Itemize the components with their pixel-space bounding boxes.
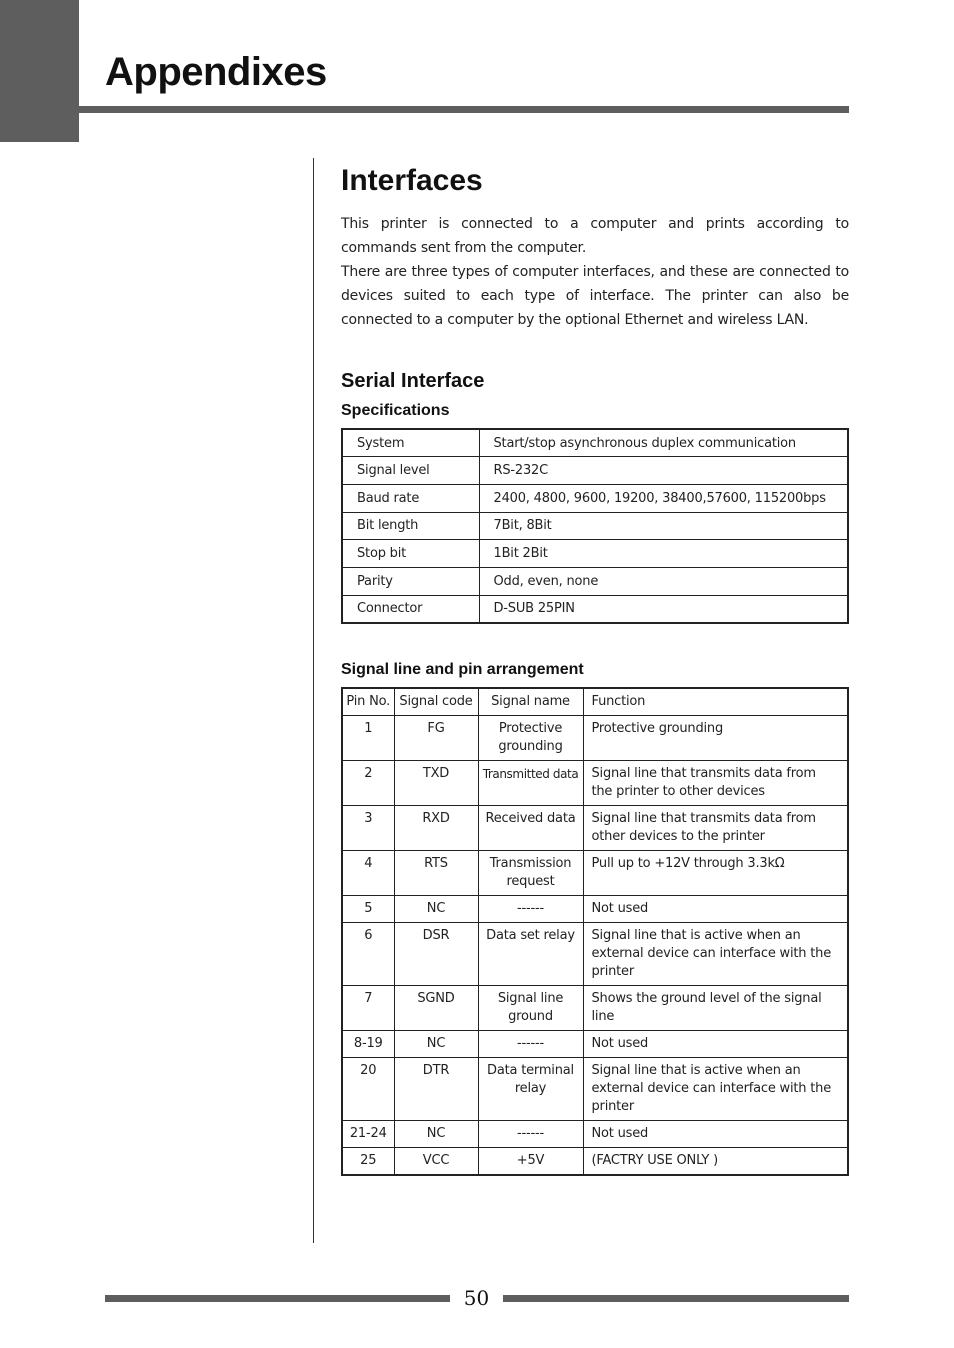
pin-number-cell: 6 xyxy=(342,922,394,985)
table-row xyxy=(342,850,848,895)
signal-code-cell: FG xyxy=(394,715,478,760)
spec-label-cell: Parity xyxy=(342,567,479,595)
signal-code-cell: VCC xyxy=(394,1147,478,1175)
footer-rule-left xyxy=(105,1295,450,1302)
column-header-pin-no: Pin No. xyxy=(342,688,394,716)
signal-code-cell: DTR xyxy=(394,1057,478,1120)
table-row xyxy=(342,715,848,760)
signal-code-cell: DSR xyxy=(394,922,478,985)
function-cell: Not used xyxy=(583,895,848,922)
function-cell: Not used xyxy=(583,1030,848,1057)
corner-tab-block xyxy=(0,0,79,142)
spec-value-cell: 1Bit 2Bit xyxy=(479,540,848,568)
column-header-signal-name: Signal name xyxy=(478,688,583,716)
subsection-title: Serial Interface xyxy=(341,370,485,392)
signal-name-cell: Transmitted data xyxy=(478,760,583,805)
signal-name-cell: Protective grounding xyxy=(478,715,583,760)
signal-code-cell: NC xyxy=(394,1120,478,1147)
signal-name-cell: Received data xyxy=(478,805,583,850)
footer-rule-right xyxy=(503,1295,849,1302)
pin-number-cell: 21-24 xyxy=(342,1120,394,1147)
table-row xyxy=(342,429,848,457)
signal-code-cell: RTS xyxy=(394,850,478,895)
spec-label-cell: Stop bit xyxy=(342,540,479,568)
signal-name-cell: ------ xyxy=(478,1030,583,1057)
pin-number-cell: 25 xyxy=(342,1147,394,1175)
spec-value-cell: D-SUB 25PIN xyxy=(479,595,848,623)
table-row xyxy=(342,1030,848,1057)
signal-code-cell: NC xyxy=(394,1030,478,1057)
pin-heading: Signal line and pin arrangement xyxy=(341,660,584,678)
column-header-signal-code: Signal code xyxy=(394,688,478,716)
table-row xyxy=(342,922,848,985)
pin-number-cell: 3 xyxy=(342,805,394,850)
function-cell: Pull up to +12V through 3.3kΩ xyxy=(583,850,848,895)
spec-label-cell: Connector xyxy=(342,595,479,623)
table-row xyxy=(342,895,848,922)
pin-number-cell: 8-19 xyxy=(342,1030,394,1057)
pin-number-cell: 2 xyxy=(342,760,394,805)
page-number: 50 xyxy=(463,1286,490,1310)
signal-name-cell: ------ xyxy=(478,895,583,922)
spec-label-cell: Bit length xyxy=(342,512,479,540)
table-row xyxy=(342,512,848,540)
function-cell: Signal line that is active when an external device can interface with the printer xyxy=(583,922,848,985)
signal-name-cell: Data terminal relay xyxy=(478,1057,583,1120)
intro-text xyxy=(341,212,849,332)
pin-table xyxy=(341,687,849,1176)
signal-name-cell: Transmission request xyxy=(478,850,583,895)
pin-number-cell: 1 xyxy=(342,715,394,760)
header-rule xyxy=(79,106,849,113)
spec-value-cell: 2400, 4800, 9600, 19200, 38400,57600, 115200bps xyxy=(479,484,848,512)
pin-number-cell: 4 xyxy=(342,850,394,895)
table-row xyxy=(342,595,848,623)
function-cell: Signal line that transmits data from the printer to other devices xyxy=(583,760,848,805)
spec-value-cell: Start/stop asynchronous duplex communication xyxy=(479,429,848,457)
pin-number-cell: 7 xyxy=(342,985,394,1030)
table-row xyxy=(342,484,848,512)
table-row xyxy=(342,567,848,595)
spec-label-cell: System xyxy=(342,429,479,457)
intro-paragraph: This printer is connected to a computer and prints according to commands sent from the computer. xyxy=(341,216,849,256)
table-row xyxy=(342,457,848,485)
spec-heading: Specifications xyxy=(341,402,450,419)
table-row xyxy=(342,760,848,805)
signal-name-cell: ------ xyxy=(478,1120,583,1147)
pin-table-header-row xyxy=(342,688,848,716)
table-row xyxy=(342,1057,848,1120)
signal-name-cell: Data set relay xyxy=(478,922,583,985)
table-row xyxy=(342,540,848,568)
table-row xyxy=(342,1120,848,1147)
spec-label-cell: Signal level xyxy=(342,457,479,485)
function-cell: Signal line that transmits data from other devices to the printer xyxy=(583,805,848,850)
spec-value-cell: RS-232C xyxy=(479,457,848,485)
table-row xyxy=(342,985,848,1030)
spec-value-cell: Odd, even, none xyxy=(479,567,848,595)
spec-label-cell: Baud rate xyxy=(342,484,479,512)
spec-table xyxy=(341,428,849,624)
chapter-title: Appendixes xyxy=(105,50,327,94)
pin-number-cell: 5 xyxy=(342,895,394,922)
function-cell: Signal line that is active when an external device can interface with the printer xyxy=(583,1057,848,1120)
pin-number-cell: 20 xyxy=(342,1057,394,1120)
signal-name-cell: +5V xyxy=(478,1147,583,1175)
column-header-function: Function xyxy=(583,688,848,716)
spec-value-cell: 7Bit, 8Bit xyxy=(479,512,848,540)
signal-code-cell: RXD xyxy=(394,805,478,850)
margin-divider xyxy=(313,158,314,1243)
signal-code-cell: SGND xyxy=(394,985,478,1030)
signal-name-cell: Signal line ground xyxy=(478,985,583,1030)
function-cell: Protective grounding xyxy=(583,715,848,760)
function-cell: (FACTRY USE ONLY ) xyxy=(583,1147,848,1175)
signal-code-cell: TXD xyxy=(394,760,478,805)
signal-code-cell: NC xyxy=(394,895,478,922)
intro-paragraph: There are three types of computer interfaces, and these are connected to devices suited to each type of interface. The printer can also be connected to a computer by the optional Ethernet and wireless LAN. xyxy=(341,264,849,328)
function-cell: Shows the ground level of the signal line xyxy=(583,985,848,1030)
section-title: Interfaces xyxy=(341,164,483,197)
table-row xyxy=(342,805,848,850)
table-row xyxy=(342,1147,848,1175)
function-cell: Not used xyxy=(583,1120,848,1147)
main-content xyxy=(341,160,849,1176)
